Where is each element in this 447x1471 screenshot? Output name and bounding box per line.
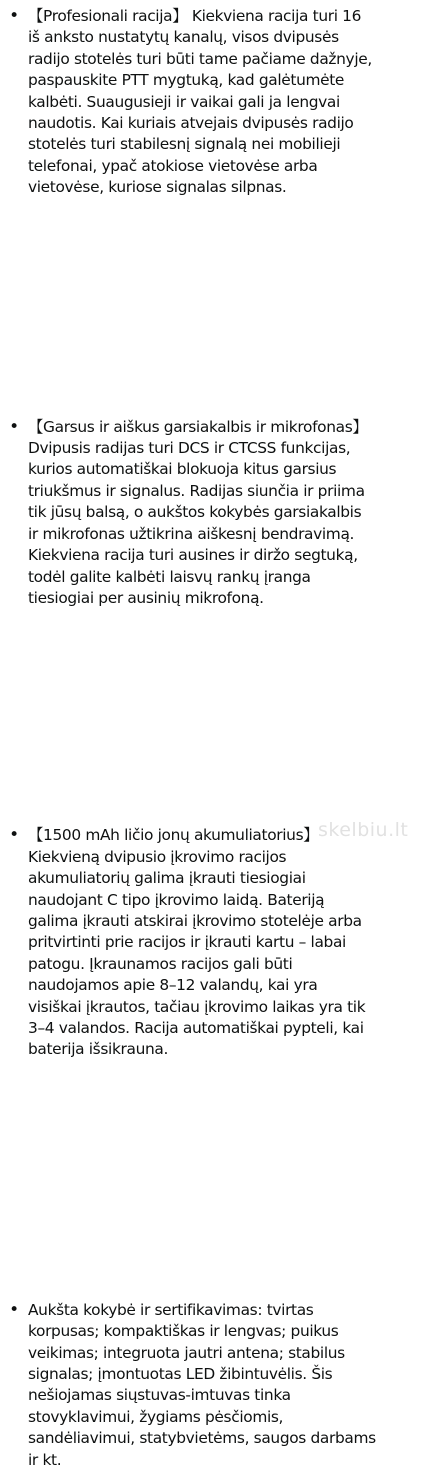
- text-line: Kiekviena racija turi ausines ir diržo segtuką,: [28, 546, 358, 565]
- text-line: patogu. Įkraunamos racijos gali būti: [28, 954, 293, 973]
- bullet-icon: •: [9, 825, 19, 846]
- text-line: 【Profesionali racija】 Kiekviena racija turi 16: [28, 7, 362, 25]
- text-line: sandėliavimui, statybvietėms, saugos darbams: [28, 1429, 376, 1448]
- text-line: visiškai įkrautos, tačiau įkrovimo laikas yra tik: [28, 997, 366, 1016]
- watermark: skelbiu.lt: [318, 819, 409, 841]
- text-line: telefonai, ypač atokiose vietovėse arba: [28, 156, 318, 175]
- text-line: kalbėti. Suaugusieji ir vaikai gali ja lengvai: [28, 92, 340, 111]
- text-line: Kiekvieną dvipusio įkrovimo racijos: [28, 847, 287, 866]
- feature-item-speaker-microphone: [0, 417, 447, 610]
- text-line: galima įkrauti atskirai įkrovimo stotelėje arba: [28, 911, 362, 930]
- text-line: ir mikrofonas užtikrina aiškesnį bendravimą.: [28, 524, 355, 543]
- text-line: iš anksto nustatytų kanalų, visos dvipusės: [28, 28, 339, 47]
- bullet-icon: •: [9, 1299, 19, 1320]
- text-line: radijo stotelės turi būti tame pačiame dažnyje,: [28, 49, 372, 68]
- bullet-icon: •: [9, 6, 19, 26]
- bullet-icon: •: [9, 416, 19, 437]
- text-line: veikimas; integruota jautri antena; stabilus: [28, 1343, 345, 1362]
- text-line: ir kt.: [28, 1450, 62, 1469]
- text-line: stotelės turi stabilesnį signalą nei mobilieji: [28, 135, 341, 154]
- text-line: triukšmus ir signalus. Radijas siunčia ir priima: [28, 481, 365, 500]
- text-line: todėl galite kalbėti laisvų rankų įranga: [28, 567, 311, 586]
- text-line: korpusas; kompaktiškas ir lengvas; puikus: [28, 1322, 339, 1341]
- text-line: kurios automatiškai blokuoja kitus garsius: [28, 460, 337, 479]
- text-line: 【1500 mAh ličio jonų akumuliatorius】: [28, 826, 319, 845]
- text-line: baterija išsikrauna.: [28, 1040, 169, 1059]
- feature-item-quality-certification: [0, 1300, 447, 1471]
- text-line: naudojamos apie 8–12 valandų, kai yra: [28, 976, 318, 995]
- text-line: tiesiogiai per ausinių mikrofoną.: [28, 588, 264, 607]
- text-line: Dvipusis radijas turi DCS ir CTCSS funkcijas,: [28, 439, 351, 458]
- text-line: pritvirtinti prie racijos ir įkrauti kartu – labai: [28, 933, 346, 952]
- text-line: vietovėse, kuriose signalas silpnas.: [28, 178, 287, 197]
- text-line: tik jūsų balsą, o aukštos kokybės garsiakalbis: [28, 503, 362, 522]
- text-line: akumuliatorių galima įkrauti tiesiogiai: [28, 869, 306, 888]
- text-line: 【Garsus ir aiškus garsiakalbis ir mikrofonas】: [28, 417, 368, 436]
- text-line: signalas; įmontuotas LED žibintuvėlis. Šis: [28, 1365, 333, 1383]
- text-line: Aukšta kokybė ir sertifikavimas: tvirtas: [28, 1300, 314, 1319]
- text-line: stovyklavimui, žygiams pėsčiomis,: [28, 1407, 284, 1426]
- text-line: naudotis. Kai kuriais atvejais dvipusės radijo: [28, 114, 354, 133]
- text-line: 3–4 valandos. Racija automatiškai pypteli, kai: [28, 1018, 364, 1037]
- feature-item-battery: [0, 825, 447, 1060]
- text-line: nešiojamas siųstuvas-imtuvas tinka: [28, 1386, 291, 1405]
- text-line: paspauskite PTT mygtuką, kad galėtumėte: [28, 71, 345, 90]
- feature-item-professional-radio: [0, 6, 447, 199]
- text-line: naudojant C tipo įkrovimo laidą. Bateriją: [28, 890, 325, 909]
